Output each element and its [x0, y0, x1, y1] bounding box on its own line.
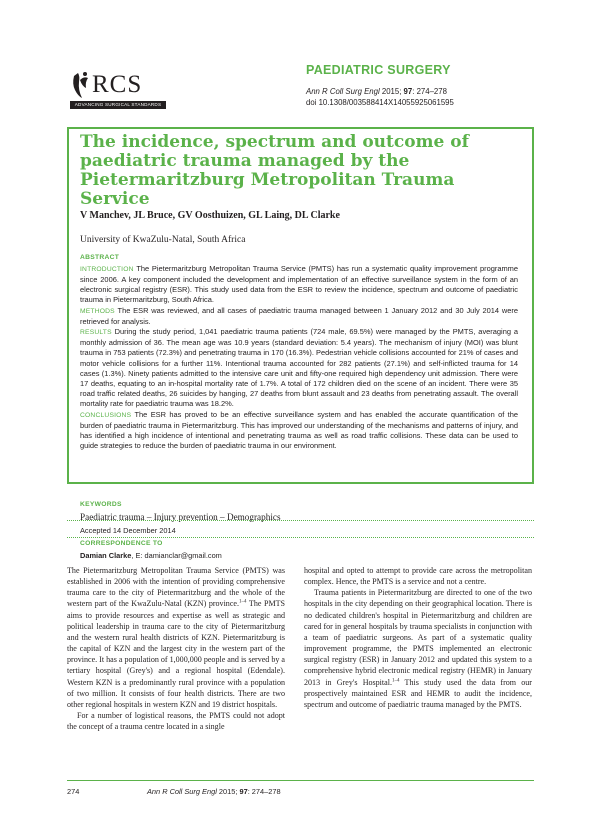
correspondent-name: Damian Clarke: [80, 551, 132, 560]
body-paragraph: [67, 565, 285, 710]
journal-year: 2015;: [381, 87, 404, 96]
abstract-introduction: [80, 264, 518, 306]
body-text: The Pietermaritzburg Metropolitan Trauma Service (PMTS) was established in 2006 with the intention of providing comprehensive trauma care to the city of Pietermaritzburg and the whole of the western part of the KwaZulu-Natal (KZN) province.: [67, 566, 285, 609]
footer-pages: : 274–278: [247, 787, 281, 796]
body-column-right: [304, 565, 532, 710]
conclusions-text: The ESR has proved to be an effective surveillance system and has enabled the accurate quantification of the burden of paediatric trauma in Pietermaritzburg. This has improved our understanding of the mechanisms and patterns of injury, and has identified a high incidence of intentional and penetrating trauma as well as road traffic collisions. These data can be used to guide strategies to reduce the burden of paediatric trauma in our environment.: [80, 409, 518, 451]
introduction-label: INTRODUCTION: [80, 265, 134, 273]
journal-name: Ann R Coll Surg Engl: [306, 87, 380, 96]
footer-volume: 97: [239, 787, 248, 796]
footer-year: 2015;: [216, 787, 240, 796]
conclusions-label: CONCLUSIONS: [80, 411, 132, 419]
abstract-results: [80, 327, 518, 410]
section-label: PAEDIATRIC SURGERY: [306, 63, 451, 77]
doi: doi 10.1308/003588414X14055925061595: [306, 98, 454, 107]
divider: [67, 520, 534, 521]
footer-journal: Ann R Coll Surg Engl: [147, 787, 217, 796]
introduction-text: The Pietermaritzburg Metropolitan Trauma Service (PMTS) has run a systematic quality improvement programme since 2006. A key component included the development and implementation of an effective surveillance system in the form of an electronic surgical registry (ESR). This study used data from the ESR to review the incidence, spectrum and outcome of paediatric trauma in Pietermaritzburg, South Africa.: [80, 263, 518, 305]
keywords: Paediatric trauma – Injury prevention – Demographics: [80, 512, 281, 522]
divider: [67, 537, 534, 538]
methods-text: The ESR was reviewed, and all cases of paediatric trauma managed between 1 January 2012 and 30 July 2014 were retrieved for analysis.: [80, 305, 518, 326]
body-text: The PMTS aims to provide resources and expertise as well as strategic and political leadership in trauma care to the city of Pietermaritzburg and the western rural health districts of KZN. Pietermaritzburg is the capital of KZN and the largest city in the western part of the province. It has a population of 1,000,000 people and is served by a tertiary hospital (Grey's) and a regional hospital (Edendale). Western KZN is a predominantly rural province with a population of two million. It consists of four health districts. There are two other regional hospitals in western KZN and 19 district hospitals.: [67, 599, 285, 709]
logo-tagline: ADVANCING SURGICAL STANDARDS: [70, 101, 166, 109]
citation-ref[interactable]: 1–4: [238, 599, 247, 605]
correspondent-email[interactable]: , E: damianclar@gmail.com: [131, 551, 222, 560]
results-text: During the study period, 1,041 paediatric trauma patients (724 male, 69.5%) were managed by the PMTS, averaging a monthly admission of 36. The mean age was 10.9 years (standard deviation: 5.4 years). The mechanism of injury (MOI) was blunt trauma in 753 patients (72.3%) and penetrating trauma in 170 (16.3%). Pedestrian vehicle collisions accounted for 21% of cases and motor vehicle collisions for a further 11%. Intentional trauma accounted for 282 patients (27.1%) and self-inflicted trauma for 14 cases (1.3%). Ninety patients admitted to the intensive care unit and fifty-one required high dependency unit admission. There were 17 deaths, equating to an in-hospital mortality rate of 1.7%. A total of 172 children died on the scene of an incident. There were 35 road traffic related deaths, 26 suicides by hanging, 27 deaths from blunt assault and 23 deaths from penetrating assault. The overall mortality rate for paediatric trauma was 18.2%.: [80, 326, 518, 409]
abstract-methods: [80, 306, 518, 327]
methods-label: METHODS: [80, 307, 115, 315]
rcs-logo: [70, 70, 170, 110]
logo-text: RCS: [92, 71, 143, 98]
abstract-heading: ABSTRACT: [80, 254, 120, 261]
rcs-crest-icon: [70, 70, 92, 100]
abstract: [80, 253, 518, 451]
body-paragraph: For a number of logistical reasons, the PMTS could not adopt the concept of a trauma centre located in a single: [67, 711, 285, 732]
page-number: 274: [67, 787, 80, 796]
footer-rule: [67, 780, 534, 781]
body-text: This study used the data from our prospectively maintained ESR and HEMR to audit the incidence, spectrum and outcome of paediatric trauma managed by the PMTS.: [304, 677, 532, 709]
body-column-left: [67, 565, 285, 732]
body-paragraph: [304, 587, 532, 710]
abstract-conclusions: [80, 410, 518, 452]
authors: V Manchev, JL Bruce, GV Oosthuizen, GL Laing, DL Clarke: [80, 210, 340, 221]
journal-citation: [306, 86, 454, 108]
footer-citation: [147, 787, 281, 796]
body-paragraph: hospital and opted to attempt to provide care across the metropolitan complex. Hence, the PMTS is a service and not a centre.: [304, 566, 532, 587]
article-title: The incidence, spectrum and outcome of paediatric trauma managed by the Pietermaritzburg Metropolitan Trauma Service: [80, 132, 469, 209]
journal-pages: : 274–278: [412, 87, 447, 96]
citation-ref[interactable]: 1–4: [391, 677, 400, 683]
body-text: Trauma patients in Pietermaritzburg are directed to one of the two hospitals in the city depending on their geographical location. There is no dedicated children's hospital in Pietermaritzburg and children are cared for in general hospitals by trauma specialists in conjunction with a team of paediatric surgeons. As part of a systematic quality improvement programme, the PMTS implemented an electronic surgical registry (ESR) in January 2012 and updated this system to a comprehensive hybrid electronic medical registry (HEMR) in January 2013 in Grey's Hospital.: [304, 588, 532, 687]
results-label: RESULTS: [80, 328, 112, 336]
correspondence: [80, 551, 222, 560]
correspondence-heading: CORRESPONDENCE TO: [80, 540, 163, 547]
accepted-date: Accepted 14 December 2014: [80, 526, 176, 535]
journal-volume: 97: [403, 87, 413, 96]
affiliation: University of KwaZulu-Natal, South Africa: [80, 235, 246, 245]
keywords-heading: KEYWORDS: [80, 501, 122, 508]
